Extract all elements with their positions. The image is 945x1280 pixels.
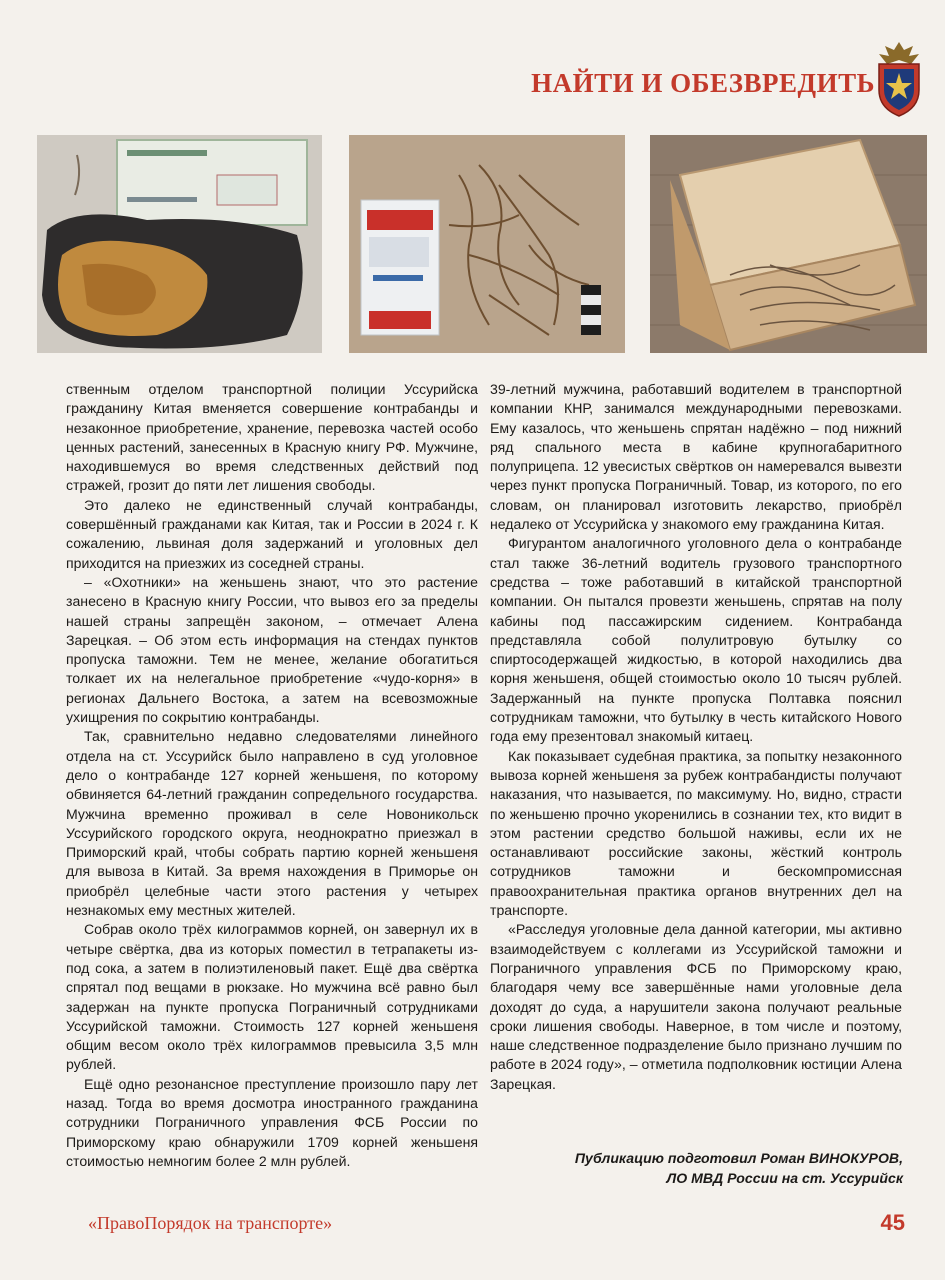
ginseng-in-box-photo: [650, 135, 927, 353]
signature-line: ЛО МВД России на ст. Уссурийск: [666, 1170, 903, 1186]
paragraph: Это далеко не единственный случай контрабанды, совершённый гражданами как Китая, так и России в 2024 г. К сожалению, львиная доля задержаний и уголовных дел приходится на приезжих из соседней страны.: [66, 496, 478, 571]
author-signature: [483, 1148, 903, 1188]
paragraph: ственным отделом транспортной полиции Уссурийска гражданину Китая вменяется совершение контрабанды и незаконное приобретение, хранение, перевозка частей особо ценных растений, занесенных в Красную книгу РФ. Мужчине, находившемуся во время следственных действий под стражей, грозит до пяти лет лишения свободы.: [66, 381, 478, 494]
article-column-right: [490, 380, 902, 1094]
paragraph: – «Охотники» на женьшень знают, что это растение занесено в Красную книгу России, что вывоз его за пределы нашей страны запрещён законом, – отмечает Алена Зарецкая. – Об этом есть информация на стендах пунктов пропуска таможни. Тем не менее, желание обогатиться толкает их на нелегальное приобретение «чудо-корня» в регионах Дальнего Востока, а затем на всевозможные ухищрения по сокрытию контрабанды.: [66, 573, 478, 726]
paragraph: Ещё одно резонансное преступление произошло пару лет назад. Тогда во время досмотра иностранного гражданина сотрудники Пограничного управления ФСБ России по Приморскому краю обнаружили 1709 корней женьшеня стоимостью немногим более 2 млн рублей.: [66, 1075, 478, 1169]
magazine-title: «ПравоПорядок на транспорте»: [88, 1213, 333, 1233]
ginseng-roots-photo: [349, 135, 625, 353]
article-column-left: [66, 380, 478, 1171]
paragraph: Фигурантом аналогичного уголовного дела о контрабанде стал также 36-летний водитель грузового транспортного средства – тоже работавший в китайской транспортной компании. Он пытался провезти женьшень, спрятав на полу кабины под пассажирским сидением. Контрабанда представляла собой полулитровую бутылку со спиртосодержащей жидкостью, в которой находились два корня женьшеня, общей стоимостью около 10 тысяч рублей. Задержанный на пункте пропуска Полтавка пояснил сотрудникам таможни, что бутылку в честь китайского Нового года ему презентовал знакомый китаец.: [490, 535, 902, 745]
paragraph: 39-летний мужчина, работавший водителем в транспортной компании КНР, занимался международными перевозками. Ему казалось, что женьшень спрятан надёжно – под нижний ряд спального места в кабине крупногабаритного полуприцепа. 12 увесистых свёртков он намеревался вывезти через пункт пропуска Пограничный. Товар, из которого, по его словам, он планировал изготовить лекарство, приобрёл недалеко от Уссурийска у знакомого ему гражданина Китая.: [490, 381, 902, 533]
paragraph: «Расследуя уголовные дела данной категории, мы активно взаимодействуем с коллегами из Уссурийской таможни и Пограничного управления ФСБ по Приморскому краю, благодаря чему все завершённые нами уголовные дела доходят до суда, а нарушители закона получают реальные сроки лишения свободы. Наверное, в том числе и поэтому, наше следственное подразделение было признано лучшим по работе в 2024 году», – отметила подполковник юстиции Алена Зарецкая.: [490, 921, 902, 1092]
seized-package-photo: [37, 135, 322, 353]
signature-line: Публикацию подготовил Роман ВИНОКУРОВ,: [574, 1150, 903, 1166]
photo-strip: [37, 135, 927, 353]
paragraph: Как показывает судебная практика, за попытку незаконного вывоза корней женьшеня за рубеж контрабандисты получают наказания, что называется, по максимуму. Но, видно, страсти по женьшеню прочно укоренились в сознании тех, кто видит в этом растении средство большой наживы, если их не останавливают российские законы, жёсткий контроль сотрудников таможни и бескомпромиссная правоохранительная практика органов внутренних дел на транспорте.: [490, 747, 902, 919]
page-number: 45: [880, 1210, 905, 1235]
police-emblem-icon: [873, 40, 925, 120]
paragraph: Так, сравнительно недавно следователями линейного отдела на ст. Уссурийск было направлено в суд уголовное дело о контрабанде 127 корней женьшеня, по которому обвиняется 64-летний гражданин сопредельного государства. Мужчина временно проживал в селе Новоникольск Уссурийского городского округа, неоднократно приезжал в Приморский край, чтобы собрать партию корней женьшеня для вывоза в Китай. За время нахождения в Приморье он приобрёл целебные части этого растения у четырех незнакомых ему местных жителей.: [66, 728, 478, 919]
paragraph: Собрав около трёх килограммов корней, он завернул их в четыре свёртка, два из которых поместил в тетрапакеты из-под сока, а затем в полиэтиленовый пакет. Ещё два свёртка спрятал под вещами в рюкзаке. Но мужчина всё равно был задержан на пункте пропуска Пограничный сотрудниками Уссурийской таможни. Стоимость 127 корней женьшеня общим весом около трёх килограммов превысила 3,5 млн рублей.: [66, 921, 478, 1073]
section-title: НАЙТИ И ОБЕЗВРЕДИТЬ: [531, 68, 875, 98]
